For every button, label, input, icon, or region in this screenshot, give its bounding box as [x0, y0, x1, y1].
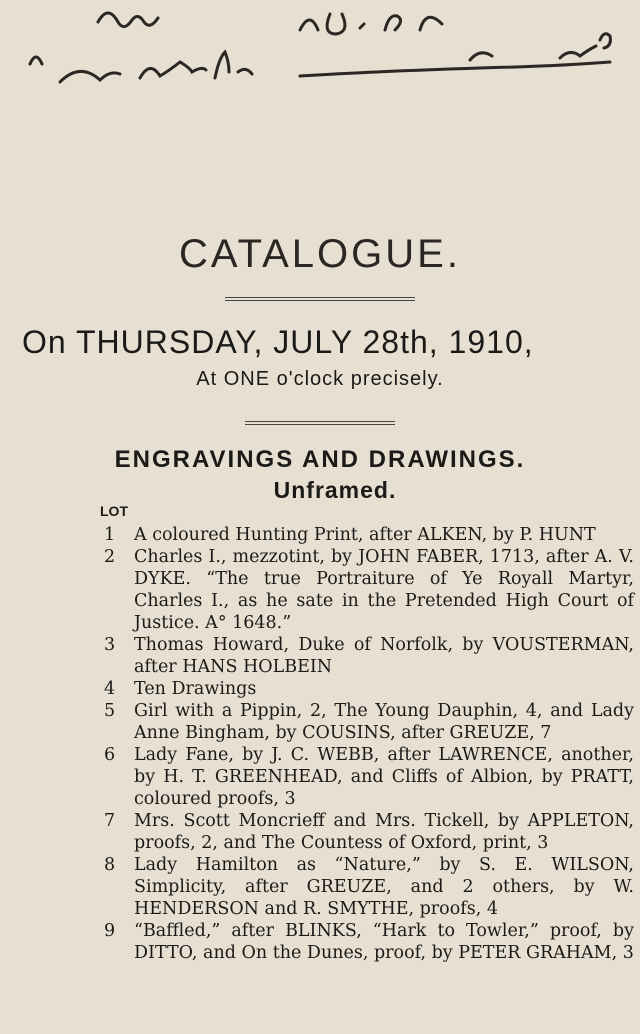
lot-item	[104, 744, 634, 810]
lot-description: Lady Fane, by J. C. WEBB, after LAWRENCE, another, by H. T. GREENHEAD, and Cliffs of Albion, by PRATT, coloured proofs, 3	[134, 745, 634, 809]
lot-number: 9	[104, 921, 116, 941]
section-subtitle: Unframed.	[273, 477, 397, 503]
section-title: ENGRAVINGS AND DRAWINGS.	[114, 446, 526, 473]
lot-number: 4	[104, 679, 116, 699]
divider	[225, 297, 415, 301]
lot-item	[104, 810, 634, 854]
lot-number: 7	[104, 811, 116, 831]
lot-item	[104, 524, 634, 546]
lot-description: A coloured Hunting Print, after ALKEN, by P. HUNT	[134, 525, 596, 545]
lot-description: “Baffled,” after BLINKS, “Hark to Towler,” proof, by DITTO, and On the Dunes, proof, by PETER GRAHAM, 3	[134, 921, 634, 963]
lot-description: Thomas Howard, Duke of Norfolk, by VOUSTERMAN, after HANS HOLBEIN	[134, 635, 634, 677]
lot-item	[104, 634, 634, 678]
handwritten-annotation	[0, 0, 640, 120]
lot-number: 2	[104, 547, 116, 567]
lot-item	[104, 546, 634, 634]
lot-item	[104, 700, 634, 744]
lot-item	[104, 920, 634, 964]
lot-item	[104, 678, 634, 700]
lot-list	[104, 524, 634, 964]
sale-time: At ONE o'clock precisely.	[196, 368, 444, 390]
lot-description: Girl with a Pippin, 2, The Young Dauphin, 4, and Lady Anne Bingham, by COUSINS, after GREUZE, 7	[134, 701, 634, 743]
sale-date: On THURSDAY, JULY 28th, 1910,	[22, 324, 534, 360]
lot-number: 1	[104, 525, 116, 545]
catalogue-title: CATALOGUE.	[179, 232, 461, 276]
lot-column-heading: LOT	[100, 503, 128, 519]
lot-number: 3	[104, 635, 116, 655]
lot-description: Charles I., mezzotint, by JOHN FABER, 1713, after A. V. DYKE. “The true Portraiture of Ye Royall Martyr, Charles I., as he sate in the Pretended High Court of Justice. A° 1648.”	[134, 547, 634, 633]
lot-number: 5	[104, 701, 116, 721]
lot-number: 6	[104, 745, 116, 765]
divider	[245, 421, 395, 425]
lot-description: Lady Hamilton as “Nature,” by S. E. WILSON, Simplicity, after GREUZE, and 2 others, by W. HENDERSON and R. SMYTHE, proofs, 4	[134, 855, 634, 919]
lot-description: Mrs. Scott Moncrieff and Mrs. Tickell, by APPLETON, proofs, 2, and The Countess of Oxford, print, 3	[134, 811, 634, 853]
lot-item	[104, 854, 634, 920]
lot-number: 8	[104, 855, 116, 875]
lot-description: Ten Drawings	[134, 679, 257, 699]
